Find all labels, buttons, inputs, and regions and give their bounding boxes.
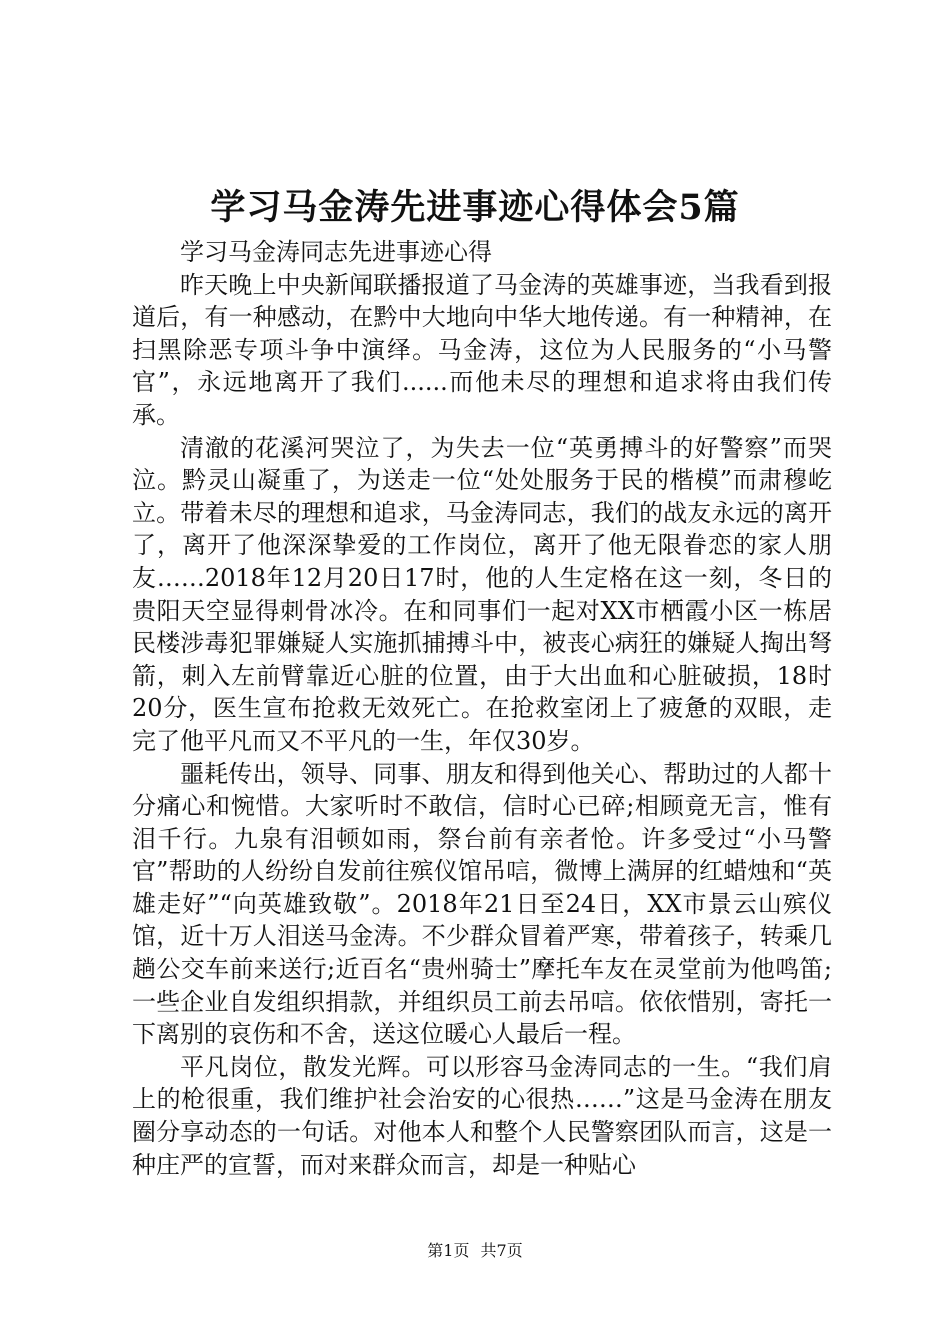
paragraph: 噩耗传出，领导、同事、朋友和得到他关心、帮助过的人都十分痛心和惋惜。大家听时不敢信，信时心已碎;相顾竟无言，惟有泪千行。九泉有泪顿如雨，祭台前有亲者怆。许多受过“小马警官”帮助的人纷纷自发前往殡仪馆吊唁，微博上满屏的红蜡烛和“英雄走好”“向英雄致敬”。2018年21日至24日，XX市景云山殡仪馆，近十万人泪送马金涛。不少群众冒着严寒，带着孩子，转乘几趟公交车前来送行;近百名“贵州骑士”摩托车友在灵堂前为他鸣笛;一些企业自发组织捐款，并组织员工前去吊唁。依依惜别，寄托一下离别的哀伤和不舍，送这位暖心人最后一程。 [132,759,832,1049]
page-total: 共7页 [480,1241,523,1260]
paragraph: 清澈的花溪河哭泣了，为失去一位“英勇搏斗的好警察”而哭泣。黔灵山凝重了，为送走一位“处处服务于民的楷模”而肃穆屹立。带着未尽的理想和追求，马金涛同志，我们的战友永远的离开了，离开了他深深挚爱的工作岗位，离开了他无限眷恋的家人朋友……2018年12月20日17时，他的人生定格在这一刻，冬日的贵阳天空显得刺骨冰冷。在和同事们一起对XX市栖霞小区一栋居民楼涉毒犯罪嫌疑人实施抓捕搏斗中，被丧心病狂的嫌疑人掏出弩箭，刺入左前臂靠近心脏的位置，由于大出血和心脏破损，18时20分，医生宣布抢救无效死亡。在抢救室闭上了疲惫的双眼，走完了他平凡而又不平凡的一生，年仅30岁。 [132,433,832,755]
paragraph: 昨天晚上中央新闻联播报道了马金涛的英雄事迹，当我看到报道后，有一种感动，在黔中大地向中华大地传递。有一种精神，在扫黑除恶专项斗争中演绎。马金涛，这位为人民服务的“小马警官”，永远地离开了我们......而他未尽的理想和追求将由我们传承。 [132,270,832,429]
document-title: 学习马金涛先进事迹心得体会5篇 [210,187,740,228]
document-subtitle: 学习马金涛同志先进事迹心得 [180,238,492,266]
paragraph: 平凡岗位，散发光辉。可以形容马金涛同志的一生。“我们肩上的枪很重，我们维护社会治安的心很热……”这是马金涛在朋友圈分享动态的一句话。对他本人和整个人民警察团队而言，这是一种庄严的宣誓，而对来群众而言，却是一种贴心 [132,1052,832,1179]
page-number: 第1页 [427,1241,470,1260]
page-footer [0,1240,950,1262]
document-body [132,236,832,1181]
